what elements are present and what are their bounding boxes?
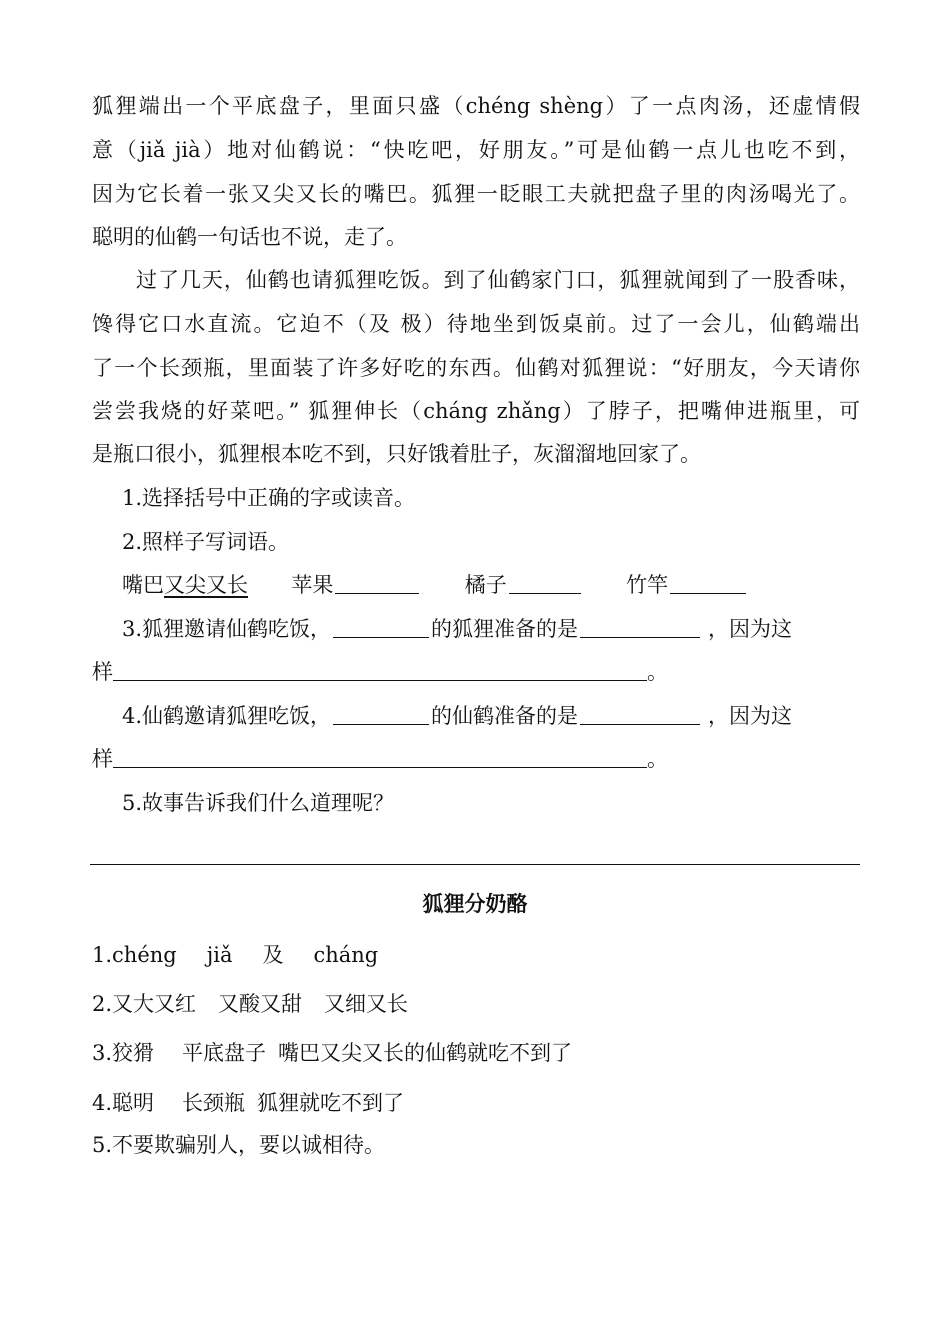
- passage-line: 是瓶口很小，狐狸根本吃不到，只好饿着肚子，灰溜溜地回家了。: [92, 442, 701, 466]
- word-label: 竹竿: [626, 573, 669, 597]
- question-5: 5.故事告诉我们什么道理呢？: [122, 791, 395, 815]
- question-2-words: [122, 571, 890, 599]
- question-1: 1.选择括号中正确的字或读音。: [122, 486, 416, 510]
- passage-line: 聪明的仙鹤一句话也不说，走了。: [92, 225, 407, 249]
- answer-blank[interactable]: [113, 745, 647, 768]
- passage-line: 尝尝我烧的好菜吧。” 狐狸伸长（cháng zhǎng）了脖子，把嘴伸进瓶里，可: [92, 399, 860, 423]
- answer-3: 3.狡猾 平底盘子 嘴巴又尖又长的仙鹤就吃不到了: [92, 1041, 573, 1065]
- example-word: 嘴巴: [122, 573, 164, 597]
- answer-4: 4.聪明 长颈瓶 狐狸就吃不到了: [92, 1091, 405, 1115]
- word-label: 苹果: [291, 573, 334, 597]
- passage-line: 意（jiǎ jià）地对仙鹤说：“快吃吧，好朋友。”可是仙鹤一点儿也吃不到，: [92, 138, 860, 162]
- question-4-cont: 样 。: [92, 747, 668, 771]
- answer-5: 5.不要欺骗别人，要以诚相待。: [92, 1133, 386, 1157]
- passage-line: 馋得它口水直流。它迫不（及 极）待地坐到饭桌前。过了一会儿，仙鹤端出: [92, 312, 860, 336]
- question-3: 3.狐狸邀请仙鹤吃饭， 的狐狸准备的是 ，因为这: [122, 617, 793, 641]
- passage-line: 过了几天，仙鹤也请狐狸吃饭。到了仙鹤家门口，狐狸就闻到了一股香味，: [136, 268, 860, 292]
- answers-title: 狐狸分奶酪: [422, 892, 528, 916]
- answer-blank[interactable]: [580, 702, 700, 725]
- answer-2: 2.又大又红 又酸又甜 又细又长: [92, 992, 409, 1016]
- passage-line: 因为它长着一张又尖又长的嘴巴。狐狸一眨眼工夫就把盘子里的肉汤喝光了。: [92, 182, 860, 206]
- question-3-cont: 样 。: [92, 660, 668, 684]
- question-4: 4.仙鹤邀请狐狸吃饭， 的仙鹤准备的是 ，因为这: [122, 704, 793, 728]
- answer-blank[interactable]: [335, 571, 419, 594]
- question-2: 2.照样子写词语。: [122, 530, 290, 554]
- answer-1: 1.chéng jiǎ 及 cháng: [92, 943, 379, 967]
- word-label: 橘子: [464, 573, 507, 597]
- answer-blank[interactable]: [333, 615, 429, 638]
- passage-line: 狐狸端出一个平底盘子，里面只盛（chéng shèng）了一点肉汤，还虚情假: [92, 94, 860, 118]
- answer-blank[interactable]: [113, 658, 647, 681]
- answer-blank[interactable]: [670, 571, 746, 594]
- answer-blank[interactable]: [333, 702, 429, 725]
- answer-blank[interactable]: [509, 571, 581, 594]
- section-divider: [90, 864, 860, 865]
- answer-blank[interactable]: [580, 615, 700, 638]
- passage-line: 了一个长颈瓶，里面装了许多好吃的东西。仙鹤对狐狸说：“好朋友，今天请你: [92, 356, 860, 380]
- example-answer: 又尖又长: [164, 573, 248, 597]
